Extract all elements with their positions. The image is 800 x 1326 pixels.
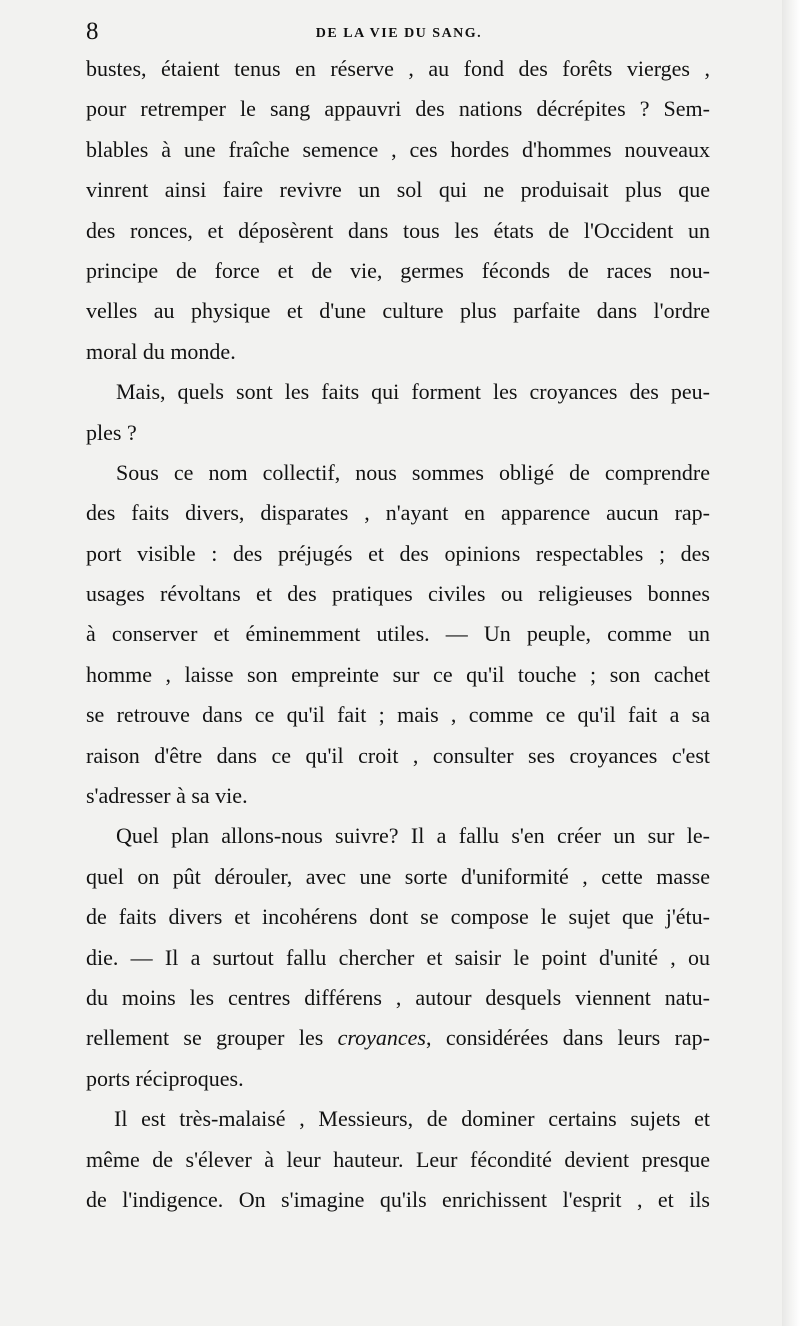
text-line: die. — Il a surtout fallu chercher et saisir le point d'unité , ou [86, 944, 710, 970]
text-line: usages révoltans et des pratiques civiles ou religieuses bonnes [86, 581, 710, 607]
text-line: ples ? [86, 419, 137, 445]
text-line: principe de force et de vie, germes féconds de races nou- [86, 257, 710, 283]
text-line: même de s'élever à leur hauteur. Leur fécondité devient presque [86, 1146, 710, 1172]
paragraph-start-line: Il est très-malaisé , Messieurs, de dominer certains sujets et [114, 1106, 710, 1132]
page-number: 8 [86, 18, 99, 45]
text-line: bustes, étaient tenus en réserve , au fond des forêts vierges , [86, 56, 710, 81]
text-line: quel on pût dérouler, avec une sorte d'uniformité , cette masse [86, 863, 710, 889]
page-header [86, 18, 712, 48]
text-line: s'adresser à sa vie. [86, 783, 248, 809]
line-tail: , considérées dans leurs rap- [426, 1025, 710, 1051]
text-line: homme , laisse son empreinte sur ce qu'il touche ; son cachet [86, 661, 710, 687]
text-line-with-italic [86, 1018, 710, 1058]
body-text [86, 49, 710, 1220]
text-line: de faits divers et incohérens dont se compose le sujet que j'étu- [86, 904, 710, 930]
running-head: DE LA VIE DU SANG. [315, 26, 483, 41]
paragraph-start-line: Mais, quels sont les faits qui forment les croyances des peu- [116, 379, 710, 405]
text-line: se retrouve dans ce qu'il fait ; mais , comme ce qu'il fait a sa [86, 702, 710, 728]
text-line: des ronces, et déposèrent dans tous les états de l'Occident un [86, 217, 710, 243]
paragraph-start-line: Quel plan allons-nous suivre? Il a fallu s'en créer un sur le- [116, 823, 710, 849]
text-line: du moins les centres différens , autour desquels viennent natu- [86, 984, 710, 1010]
text-line: raison d'être dans ce qu'il croit , consulter ses croyances c'est [86, 742, 710, 768]
text-line: blables à une fraîche semence , ces hordes d'hommes nouveaux [86, 136, 710, 162]
text-line: ports réciproques. [86, 1065, 244, 1091]
text-line: vinrent ainsi faire revivre un sol qui ne produisait plus que [86, 177, 710, 203]
italic-word: croyances [337, 1025, 426, 1051]
page-edge [782, 0, 800, 1326]
text-line: pour retremper le sang appauvri des nations décrépites ? Sem- [86, 96, 710, 122]
text-line: à conserver et éminemment utiles. — Un peuple, comme un [86, 621, 710, 647]
text-line: velles au physique et d'une culture plus parfaite dans l'ordre [86, 298, 710, 324]
line-lead: rellement se grouper les [86, 1025, 324, 1051]
text-line: de l'indigence. On s'imagine qu'ils enrichissent l'esprit , et ils [86, 1186, 710, 1212]
text-line: moral du monde. [86, 338, 236, 364]
text-line: port visible : des préjugés et des opinions respectables ; des [86, 540, 710, 566]
text-line: des faits divers, disparates , n'ayant en apparence aucun rap- [86, 500, 710, 526]
paragraph-start-line: Sous ce nom collectif, nous sommes obligé de comprendre [116, 459, 710, 485]
